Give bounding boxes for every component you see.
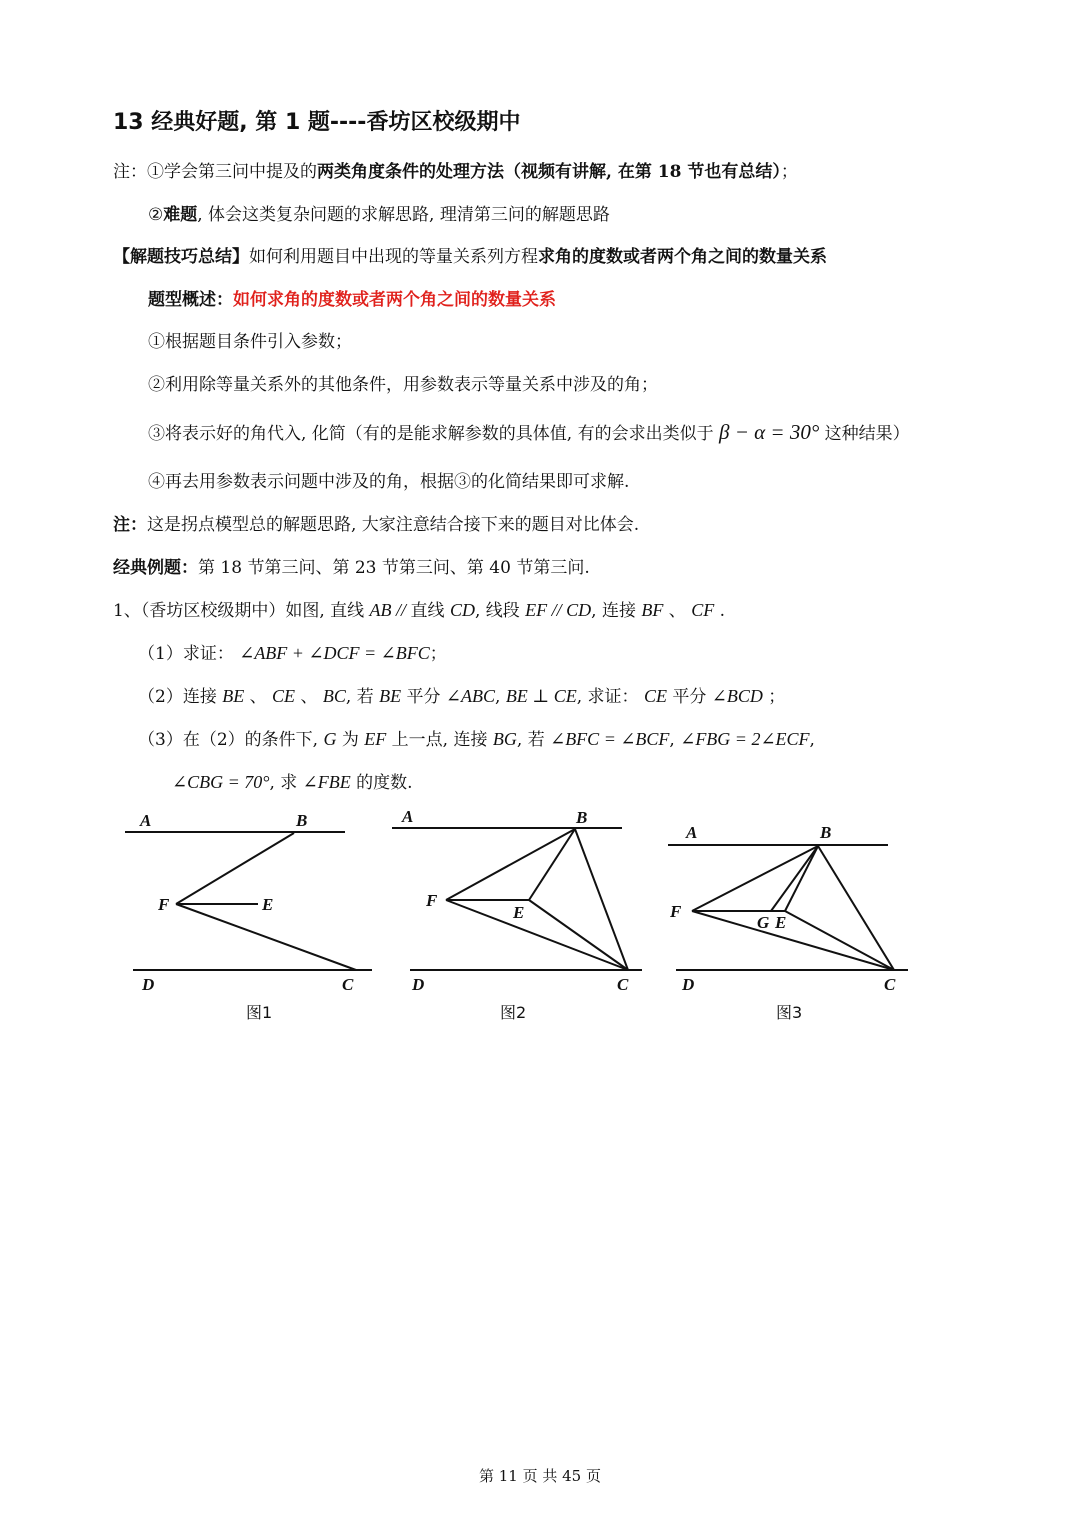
part-3-text: , xyxy=(669,730,675,750)
problem-part-1 xyxy=(138,641,447,666)
part-3-math: BG xyxy=(492,729,517,749)
label-c: C xyxy=(617,975,629,994)
problem-intro-math: AB // xyxy=(369,600,411,620)
step-3-formula: β − α = 30° xyxy=(719,420,820,444)
label-f: F xyxy=(670,902,682,921)
segment-be xyxy=(785,846,818,911)
examples-label: 经典例题： xyxy=(113,558,198,578)
label-b: B xyxy=(820,823,832,842)
type-overview-label: 题型概述： xyxy=(148,290,233,310)
part-1-math: ∠ABF + ∠DCF = ∠BFC xyxy=(239,643,430,663)
examples-line xyxy=(113,556,590,580)
note-1-suffix: ； xyxy=(780,162,798,182)
label-c: C xyxy=(884,975,896,994)
segment-ce xyxy=(785,911,894,970)
step-4: ④再去用参数表示问题中涉及的角，根据③的化简结果即可求解. xyxy=(148,472,630,492)
problem-intro-math: CD xyxy=(449,600,475,620)
label-g: G xyxy=(757,913,770,932)
problem-part-2 xyxy=(138,684,785,709)
segment-ce xyxy=(529,900,628,970)
part-3-math: ∠CBG = 70° xyxy=(172,772,270,792)
note-3-label: 注： xyxy=(113,515,147,535)
part-2-text: （2）连接 xyxy=(138,687,217,707)
label-d: D xyxy=(142,975,155,994)
part-2-math: BE xyxy=(222,686,245,706)
tips-bold: 求角的度数或者两个角之间的数量关系 xyxy=(538,247,827,267)
problem-intro-math: CF xyxy=(691,600,715,620)
step-1: ①根据题目条件引入参数； xyxy=(148,332,352,352)
part-2-text: , 求证： xyxy=(576,687,639,707)
note-2-prefix: ② xyxy=(148,205,164,225)
label-f: F xyxy=(426,891,438,910)
part-3-text: （3）在（2）的条件下, xyxy=(138,730,319,750)
problem-intro-text: 直线 xyxy=(410,601,445,621)
label-e: E xyxy=(775,913,787,932)
tips-line xyxy=(113,245,827,269)
figure-3 xyxy=(668,845,908,970)
part-2-text: 平分 xyxy=(672,687,707,707)
note-2 xyxy=(148,203,610,227)
label-d: D xyxy=(682,975,695,994)
part-3-math: ∠BFC = ∠BCF xyxy=(550,729,670,749)
note-3 xyxy=(113,513,639,537)
problem-intro-math: BF xyxy=(641,600,664,620)
problem-intro-text: , 连接 xyxy=(591,601,636,621)
part-2-text: 平分 xyxy=(406,687,441,707)
note-2-bold: 难题 xyxy=(163,205,198,225)
figure-1-labels xyxy=(139,811,354,1022)
part-3-math: EF xyxy=(364,729,387,749)
label-a: A xyxy=(402,807,414,826)
segment-bf xyxy=(176,833,294,904)
problem-intro-text: 1、（香坊区校级期中）如图, 直线 xyxy=(113,601,365,621)
part-3-text: , 求 xyxy=(269,773,298,793)
part-3-text: 的度数. xyxy=(356,773,413,793)
page-title: 13 经典好题, 第 1 题----香坊区校级期中 xyxy=(113,110,521,135)
tips-bracket: 【解题技巧总结】 xyxy=(113,247,249,267)
label-c: C xyxy=(342,975,354,994)
label-f: F xyxy=(158,895,170,914)
problem-intro-text: , 线段 xyxy=(474,601,520,621)
part-2-text: , xyxy=(495,687,501,707)
label-e: E xyxy=(513,903,525,922)
step-3-tail: 这种结果） xyxy=(824,424,910,444)
part-3-text: 上一点, 连接 xyxy=(391,730,488,750)
segment-be xyxy=(529,829,575,900)
part-2-text: 、 xyxy=(249,687,267,707)
tips-text: 如何利用题目中出现的等量关系列方程 xyxy=(249,247,538,267)
part-2-math: BE xyxy=(379,686,402,706)
label-b: B xyxy=(576,808,588,827)
label-a: A xyxy=(140,811,152,830)
part-3-math: ∠FBG = 2∠ECF xyxy=(680,729,810,749)
figure-3-caption: 图3 xyxy=(776,1003,803,1022)
step-3-text: ③将表示好的角代入, 化简（有的是能求解参数的具体值, 有的会求出类似于 xyxy=(148,424,714,444)
examples-text: 第 18 节第三问、第 23 节第三问、第 40 节第三问. xyxy=(198,558,590,578)
part-2-text: , 若 xyxy=(345,687,374,707)
label-e: E xyxy=(262,895,274,914)
label-d: D xyxy=(412,975,425,994)
part-3-math: G xyxy=(323,729,337,749)
segment-fc xyxy=(446,900,628,970)
part-2-math: BC xyxy=(322,686,346,706)
label-b: B xyxy=(296,811,308,830)
problem-intro xyxy=(113,598,725,623)
type-overview xyxy=(148,288,556,312)
problem-part-3 xyxy=(138,727,815,752)
segment-bc xyxy=(575,829,628,970)
part-2-math: ∠BCD xyxy=(711,686,763,706)
segment-bf xyxy=(692,846,818,911)
figure-3-labels xyxy=(669,823,896,1022)
problem-intro-text: . xyxy=(719,601,726,621)
part-2-math: BE ⊥ CE xyxy=(505,686,577,706)
part-3-math: ∠FBE xyxy=(302,772,351,792)
part-2-text: 、 xyxy=(300,687,318,707)
figure-1-caption: 图1 xyxy=(246,1003,273,1022)
segment-bg xyxy=(771,846,818,911)
note-1 xyxy=(113,160,798,184)
page-footer: 第 11 页 共 45 页 xyxy=(478,1467,601,1485)
step-3 xyxy=(148,420,910,446)
part-2-math: ∠ABC xyxy=(445,686,495,706)
part-3-text: , 若 xyxy=(516,730,545,750)
part-2-math: CE xyxy=(272,686,296,706)
note-3-text: 这是拐点模型总的解题思路, 大家注意结合接下来的题目对比体会. xyxy=(147,515,640,535)
figure-2-caption: 图2 xyxy=(500,1003,527,1022)
step-2: ②利用除等量关系外的其他条件，用参数表示等量关系中涉及的角； xyxy=(148,375,658,395)
part-2-text: ； xyxy=(768,687,786,707)
problem-intro-text: 、 xyxy=(668,601,686,621)
type-overview-text: 如何求角的度数或者两个角之间的数量关系 xyxy=(233,290,556,310)
part-2-math: CE xyxy=(643,686,667,706)
part-1-text: ； xyxy=(429,644,447,664)
note-1-bold: 两类角度条件的处理方法（视频有讲解, 在第 18 节也有总结） xyxy=(317,162,781,182)
part-1-text: （1）求证： xyxy=(138,644,234,664)
note-2-suffix: , 体会这类复杂问题的求解思路, 理清第三问的解题思路 xyxy=(197,205,610,225)
note-1-prefix: 注：①学会第三问中提及的 xyxy=(113,162,317,182)
part-3-text: 为 xyxy=(341,730,359,750)
label-a: A xyxy=(686,823,698,842)
problem-part-3-cont xyxy=(172,770,413,795)
segment-bf xyxy=(446,829,575,900)
figure-2-labels xyxy=(401,807,629,1022)
part-3-text: , xyxy=(809,730,815,750)
figures xyxy=(0,795,1080,1035)
problem-intro-math: EF // CD xyxy=(525,600,592,620)
